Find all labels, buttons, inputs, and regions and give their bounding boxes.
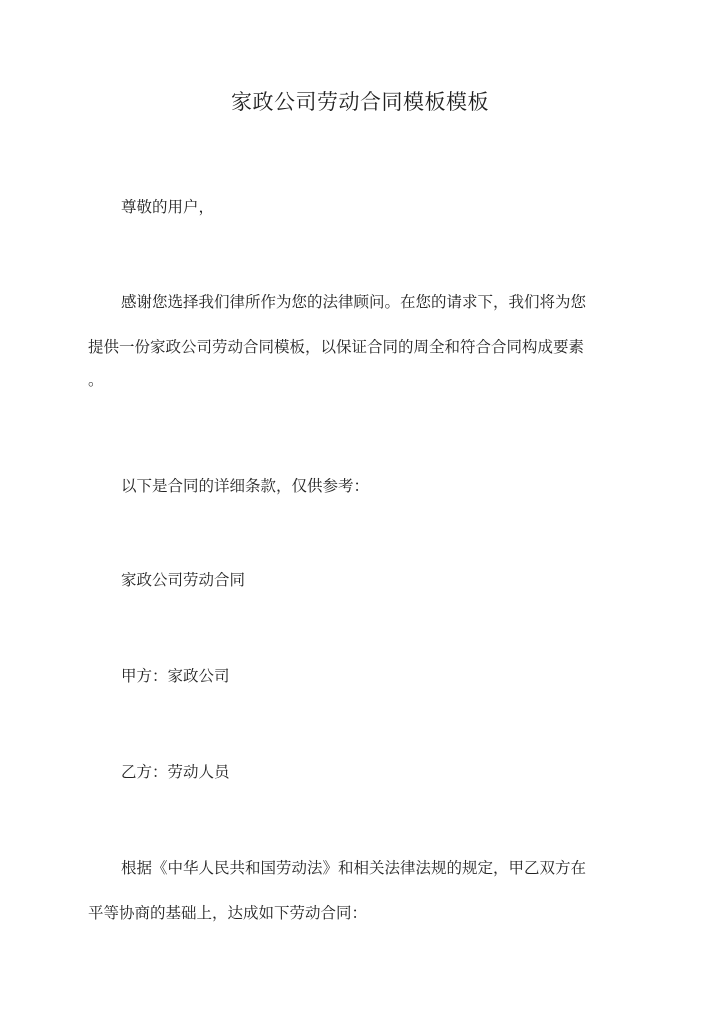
preface-text: 以下是合同的详细条款，仅供参考： [121,477,370,495]
basis-line-2: 平等协商的基础上，达成如下劳动合同： [88,904,368,922]
basis-paragraph [88,846,636,936]
preface-paragraph [88,464,636,509]
party-a-paragraph [88,654,636,699]
party-b-text: 乙方：劳动人员 [121,763,230,781]
contract-title-paragraph [88,558,636,603]
intro-line-1: 感谢您选择我们律所作为您的法律顾问。在您的请求下，我们将为您 [121,293,587,311]
greeting-text: 尊敬的用户， [121,198,215,216]
party-b-paragraph [88,750,636,795]
document-title: 家政公司劳动合同模板模板 [231,90,489,114]
contract-title-text: 家政公司劳动合同 [121,571,246,589]
greeting-paragraph [88,185,636,230]
basis-line-1: 根据《中华人民共和国劳动法》和相关法律法规的规定，甲乙双方在 [121,859,587,877]
intro-line-2: 提供一份家政公司劳动合同模板，以保证合同的周全和符合合同构成要素 [88,338,585,356]
intro-paragraph [88,280,636,390]
intro-line-3: 。 [88,371,104,389]
party-a-text: 甲方：家政公司 [121,667,230,685]
